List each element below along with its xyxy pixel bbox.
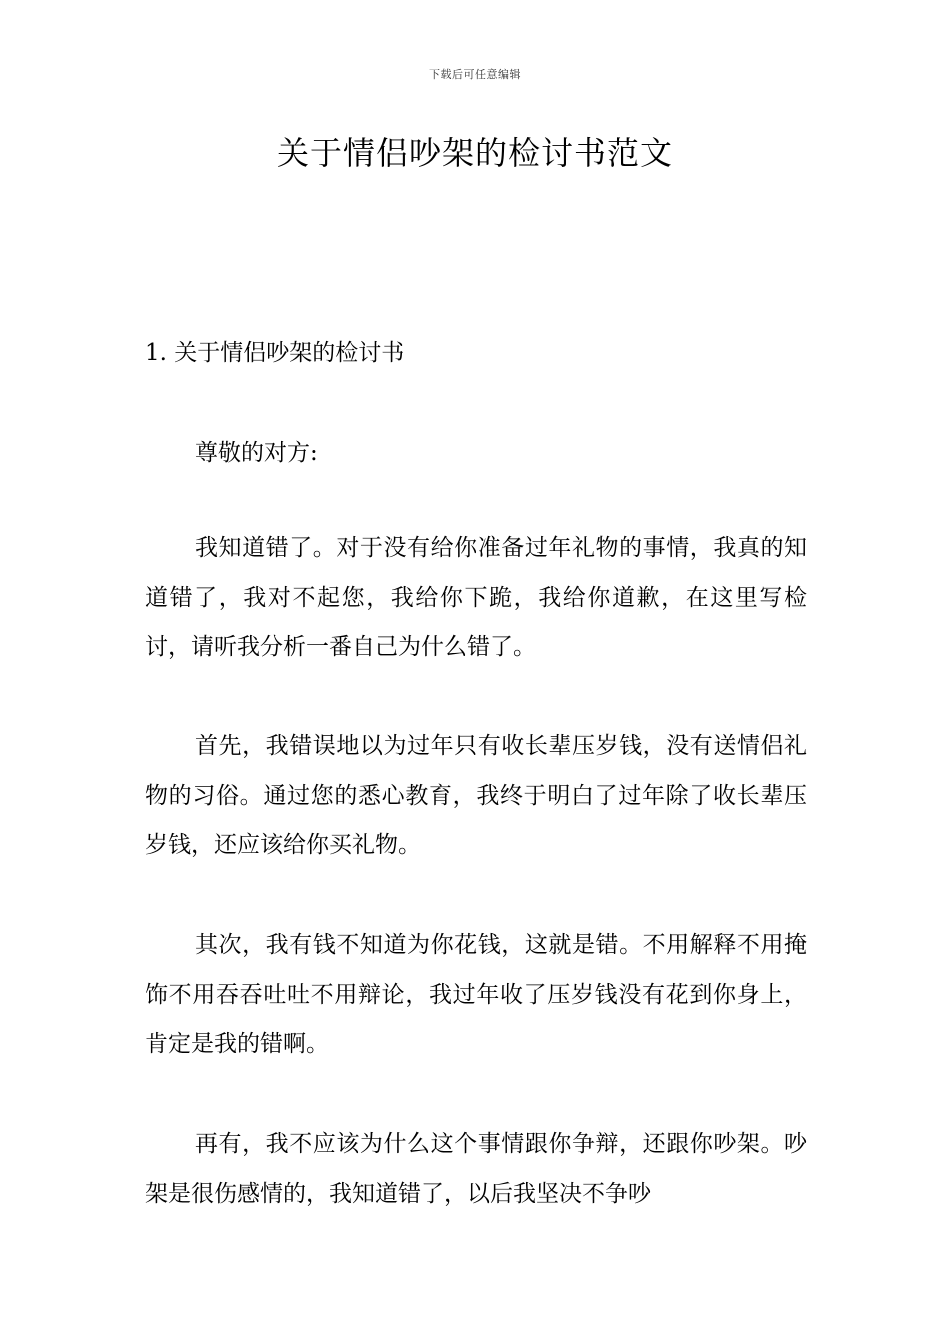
paragraph-4: 再有，我不应该为什么这个事情跟你争辩，还跟你吵架。吵架是很伤感情的，我知道错了，以后我坚决不争吵 [145,1131,807,1207]
header-note: 下载后可任意编辑 [429,68,521,81]
paragraph-2: 首先，我错误地以为过年只有收长辈压岁钱，没有送情侣礼物的习俗。通过您的悉心教育，我终于明白了过年除了收长辈压岁钱，还应该给你买礼物。 [145,733,807,858]
paragraph-1: 我知道错了。对于没有给你准备过年礼物的事情，我真的知道错了，我对不起您，我给你下跪，我给你道歉，在这里写检讨，请听我分析一番自己为什么错了。 [145,535,807,660]
section-heading: 1. 关于情侣吵架的检讨书 [145,340,405,366]
paragraph-3: 其次，我有钱不知道为你花钱，这就是错。不用解释不用掩饰不用吞吞吐吐不用辩论，我过年收了压岁钱没有花到你身上，肯定是我的错啊。 [145,932,807,1057]
salutation: 尊敬的对方: [195,440,318,466]
document-title: 关于情侣吵架的检讨书范文 [276,134,673,172]
